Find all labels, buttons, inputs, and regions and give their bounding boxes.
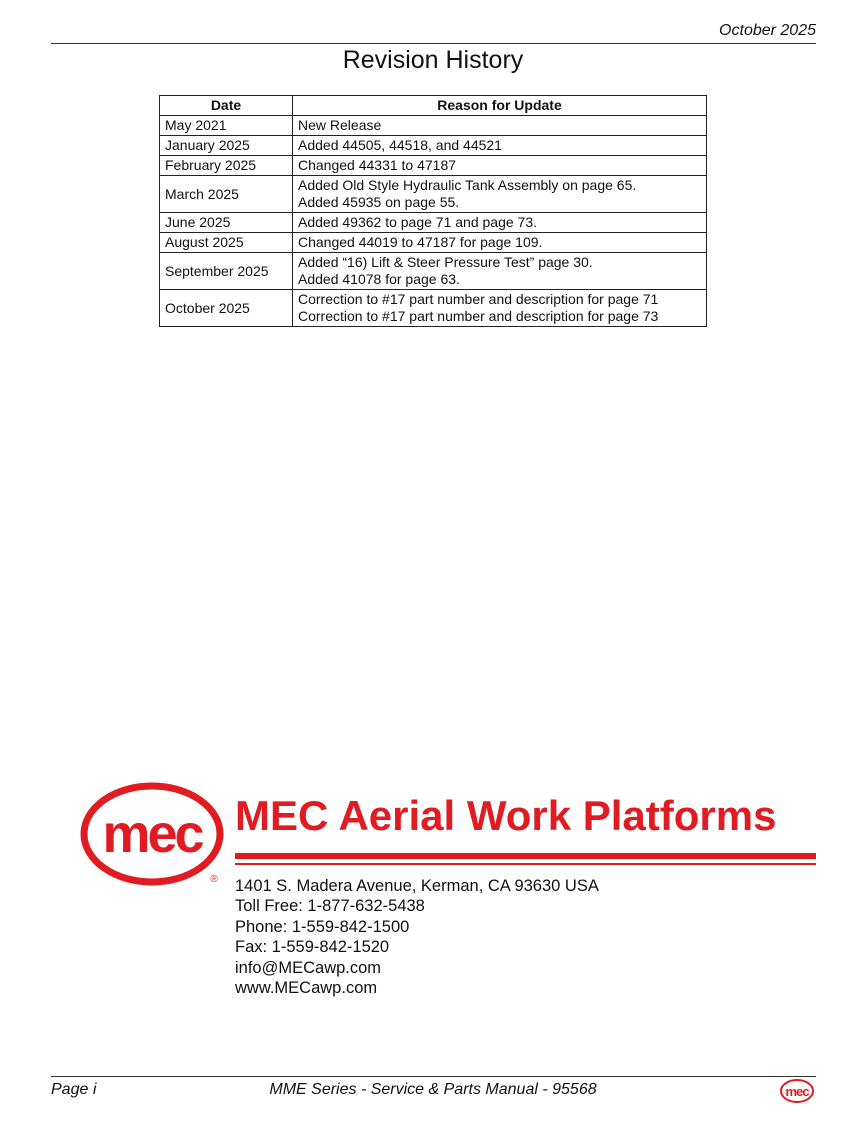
column-header-date: Date: [160, 96, 293, 116]
footer-logo-text: mec: [785, 1084, 809, 1099]
footer-page-number: Page i: [51, 1081, 97, 1098]
reason-line: Added 44505, 44518, and 44521: [298, 137, 502, 153]
table-row: [160, 290, 707, 327]
row-date: January 2025: [160, 136, 293, 156]
reason-line: Added “16) Lift & Steer Pressure Test” page 30.: [298, 254, 593, 270]
table-row: [160, 156, 707, 176]
reason-line: Correction to #17 part number and description for page 73: [298, 308, 659, 324]
table-row: [160, 176, 707, 213]
contact-email[interactable]: info@MECawp.com: [235, 958, 382, 977]
row-reason: [293, 116, 707, 136]
contact-phone: Phone: 1-559-842-1500: [235, 917, 410, 936]
contact-block: [235, 876, 599, 998]
revision-table: [159, 95, 707, 327]
row-date: March 2025: [160, 176, 293, 213]
row-date: February 2025: [160, 156, 293, 176]
row-date: June 2025: [160, 213, 293, 233]
table-row: [160, 233, 707, 253]
row-date: September 2025: [160, 253, 293, 290]
reason-line: Changed 44331 to 47187: [298, 157, 457, 173]
table-row: [160, 213, 707, 233]
footer-manual-title: MME Series - Service & Parts Manual - 95568: [269, 1081, 597, 1098]
contact-address: 1401 S. Madera Avenue, Kerman, CA 93630 USA: [235, 877, 599, 895]
row-reason: [293, 136, 707, 156]
table-row: [160, 116, 707, 136]
brand-name: MEC Aerial Work Platforms: [235, 792, 777, 839]
table-row: [160, 136, 707, 156]
row-date: August 2025: [160, 233, 293, 253]
table-row: [160, 253, 707, 290]
brand-rule-thin: [235, 863, 816, 865]
reason-line: Added 45935 on page 55.: [298, 194, 460, 210]
header-rule: [51, 43, 816, 44]
reason-line: Added Old Style Hydraulic Tank Assembly on page 65.: [298, 177, 637, 193]
row-date: May 2021: [160, 116, 293, 136]
mec-small-logo-icon: [779, 1078, 815, 1104]
reason-line: New Release: [298, 117, 382, 133]
contact-toll-free: Toll Free: 1-877-632-5438: [235, 897, 425, 916]
registered-mark: ®: [210, 874, 218, 885]
footer-rule: [51, 1076, 816, 1077]
column-header-reason: Reason for Update: [293, 96, 707, 116]
row-reason: [293, 290, 707, 327]
row-reason: [293, 233, 707, 253]
reason-line: Added 49362 to page 71 and page 73.: [298, 214, 537, 230]
reason-line: Added 41078 for page 63.: [298, 271, 460, 287]
row-reason: [293, 156, 707, 176]
row-reason: [293, 253, 707, 290]
logo-text: mec: [102, 804, 202, 864]
row-reason: [293, 213, 707, 233]
contact-fax: Fax: 1-559-842-1520: [235, 938, 390, 957]
reason-line: Changed 44019 to 47187 for page 109.: [298, 234, 543, 250]
row-date: October 2025: [160, 290, 293, 327]
contact-website[interactable]: www.MECawp.com: [235, 979, 378, 998]
header-date: October 2025: [719, 22, 816, 39]
page-title: Revision History: [342, 46, 524, 74]
brand-rule: [235, 853, 816, 859]
mec-logo-icon: [80, 782, 226, 888]
table-header-row: [160, 96, 707, 116]
row-reason: [293, 176, 707, 213]
reason-line: Correction to #17 part number and description for page 71: [298, 291, 659, 307]
